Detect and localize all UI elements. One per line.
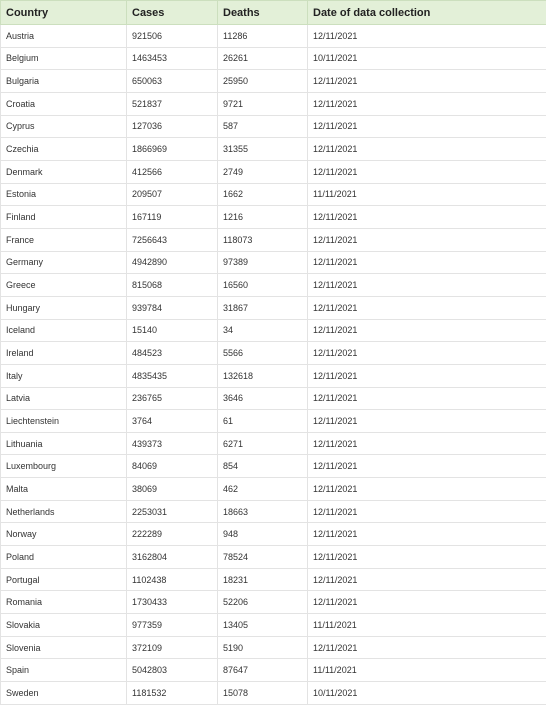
cell-date: 12/11/2021 (308, 92, 546, 115)
cell-date: 12/11/2021 (308, 523, 546, 546)
cell-date: 12/11/2021 (308, 251, 546, 274)
cell-deaths: 11286 (218, 25, 308, 48)
cell-country: Croatia (1, 92, 127, 115)
cell-date: 12/11/2021 (308, 478, 546, 501)
cell-cases: 15140 (127, 319, 218, 342)
cell-deaths: 18231 (218, 568, 308, 591)
table-row (1, 500, 546, 523)
cell-deaths: 462 (218, 478, 308, 501)
table-row (1, 387, 546, 410)
cell-country: Spain (1, 659, 127, 682)
table-row (1, 636, 546, 659)
table-row (1, 682, 546, 705)
cell-cases: 921506 (127, 25, 218, 48)
cell-deaths: 16560 (218, 274, 308, 297)
table-row (1, 25, 546, 48)
cell-cases: 521837 (127, 92, 218, 115)
cell-deaths: 587 (218, 115, 308, 138)
cell-date: 12/11/2021 (308, 410, 546, 433)
header-row (1, 1, 546, 25)
cell-country: Malta (1, 478, 127, 501)
cell-country: Slovenia (1, 636, 127, 659)
cell-cases: 236765 (127, 387, 218, 410)
table-row (1, 92, 546, 115)
cell-cases: 650063 (127, 70, 218, 93)
table-row (1, 659, 546, 682)
cell-cases: 7256643 (127, 228, 218, 251)
cell-deaths: 87647 (218, 659, 308, 682)
cell-cases: 1463453 (127, 47, 218, 70)
table-row (1, 183, 546, 206)
cell-deaths: 61 (218, 410, 308, 433)
table-row (1, 138, 546, 161)
cell-date: 11/11/2021 (308, 614, 546, 637)
header-country[interactable]: Country (1, 1, 127, 25)
cell-cases: 5042803 (127, 659, 218, 682)
cell-country: Iceland (1, 319, 127, 342)
cell-country: Sweden (1, 682, 127, 705)
table-row (1, 591, 546, 614)
cell-deaths: 31355 (218, 138, 308, 161)
cell-date: 12/11/2021 (308, 500, 546, 523)
cell-date: 10/11/2021 (308, 47, 546, 70)
cell-date: 12/11/2021 (308, 296, 546, 319)
cell-cases: 38069 (127, 478, 218, 501)
cell-date: 12/11/2021 (308, 387, 546, 410)
cell-cases: 439373 (127, 432, 218, 455)
cell-date: 12/11/2021 (308, 568, 546, 591)
cell-deaths: 5566 (218, 342, 308, 365)
header-date[interactable]: Date of data collection (308, 1, 546, 25)
cell-cases: 3162804 (127, 546, 218, 569)
cell-deaths: 26261 (218, 47, 308, 70)
cell-deaths: 52206 (218, 591, 308, 614)
cell-cases: 412566 (127, 160, 218, 183)
table-row (1, 478, 546, 501)
cell-cases: 1730433 (127, 591, 218, 614)
table-row (1, 342, 546, 365)
cell-deaths: 15078 (218, 682, 308, 705)
table-row (1, 546, 546, 569)
table-row (1, 251, 546, 274)
cell-deaths: 13405 (218, 614, 308, 637)
cell-deaths: 854 (218, 455, 308, 478)
table-row (1, 274, 546, 297)
table-row (1, 364, 546, 387)
cell-country: Norway (1, 523, 127, 546)
cell-country: Greece (1, 274, 127, 297)
cell-country: Italy (1, 364, 127, 387)
table-header (1, 1, 546, 25)
table-row (1, 70, 546, 93)
table-row (1, 160, 546, 183)
cell-deaths: 1662 (218, 183, 308, 206)
header-deaths[interactable]: Deaths (218, 1, 308, 25)
cell-deaths: 78524 (218, 546, 308, 569)
cell-cases: 1102438 (127, 568, 218, 591)
cell-deaths: 3646 (218, 387, 308, 410)
table-row (1, 115, 546, 138)
cell-deaths: 25950 (218, 70, 308, 93)
table-row (1, 319, 546, 342)
cell-country: Luxembourg (1, 455, 127, 478)
cell-cases: 2253031 (127, 500, 218, 523)
cell-cases: 167119 (127, 206, 218, 229)
cell-country: Czechia (1, 138, 127, 161)
cell-country: Belgium (1, 47, 127, 70)
cell-deaths: 5190 (218, 636, 308, 659)
cell-cases: 222289 (127, 523, 218, 546)
table-row (1, 228, 546, 251)
table-row (1, 47, 546, 70)
cell-cases: 977359 (127, 614, 218, 637)
cell-date: 12/11/2021 (308, 228, 546, 251)
table-row (1, 523, 546, 546)
cell-country: Austria (1, 25, 127, 48)
cell-country: Portugal (1, 568, 127, 591)
cell-cases: 1866969 (127, 138, 218, 161)
cell-date: 12/11/2021 (308, 274, 546, 297)
cell-country: Denmark (1, 160, 127, 183)
cell-deaths: 97389 (218, 251, 308, 274)
cell-country: Cyprus (1, 115, 127, 138)
cell-deaths: 2749 (218, 160, 308, 183)
table-body (1, 25, 546, 705)
cell-country: Poland (1, 546, 127, 569)
cell-date: 12/11/2021 (308, 364, 546, 387)
cell-country: Netherlands (1, 500, 127, 523)
cell-date: 12/11/2021 (308, 115, 546, 138)
table-row (1, 432, 546, 455)
cell-date: 12/11/2021 (308, 342, 546, 365)
cell-country: Bulgaria (1, 70, 127, 93)
cell-country: Germany (1, 251, 127, 274)
cell-cases: 127036 (127, 115, 218, 138)
cell-date: 12/11/2021 (308, 546, 546, 569)
cell-date: 11/11/2021 (308, 659, 546, 682)
cell-date: 12/11/2021 (308, 432, 546, 455)
cell-date: 12/11/2021 (308, 206, 546, 229)
cell-date: 12/11/2021 (308, 591, 546, 614)
cell-date: 12/11/2021 (308, 636, 546, 659)
cell-deaths: 132618 (218, 364, 308, 387)
cell-country: Estonia (1, 183, 127, 206)
table-row (1, 614, 546, 637)
cell-country: Finland (1, 206, 127, 229)
cell-country: Slovakia (1, 614, 127, 637)
cell-country: Liechtenstein (1, 410, 127, 433)
cell-date: 12/11/2021 (308, 25, 546, 48)
cell-deaths: 18663 (218, 500, 308, 523)
table-row (1, 410, 546, 433)
cell-cases: 372109 (127, 636, 218, 659)
cell-cases: 484523 (127, 342, 218, 365)
cell-date: 12/11/2021 (308, 319, 546, 342)
cell-country: Latvia (1, 387, 127, 410)
cell-deaths: 9721 (218, 92, 308, 115)
cell-date: 11/11/2021 (308, 183, 546, 206)
cell-deaths: 31867 (218, 296, 308, 319)
cell-cases: 4835435 (127, 364, 218, 387)
cell-date: 10/11/2021 (308, 682, 546, 705)
cell-cases: 209507 (127, 183, 218, 206)
table-row (1, 296, 546, 319)
cell-country: Lithuania (1, 432, 127, 455)
table-row (1, 455, 546, 478)
cell-cases: 939784 (127, 296, 218, 319)
cell-cases: 4942890 (127, 251, 218, 274)
cell-cases: 84069 (127, 455, 218, 478)
cell-date: 12/11/2021 (308, 138, 546, 161)
cell-country: Hungary (1, 296, 127, 319)
cell-deaths: 6271 (218, 432, 308, 455)
table-row (1, 206, 546, 229)
cell-cases: 1181532 (127, 682, 218, 705)
header-cases[interactable]: Cases (127, 1, 218, 25)
table-row (1, 568, 546, 591)
cell-cases: 3764 (127, 410, 218, 433)
cell-deaths: 34 (218, 319, 308, 342)
cell-country: France (1, 228, 127, 251)
cell-date: 12/11/2021 (308, 160, 546, 183)
cell-cases: 815068 (127, 274, 218, 297)
cell-date: 12/11/2021 (308, 70, 546, 93)
cell-deaths: 118073 (218, 228, 308, 251)
cell-date: 12/11/2021 (308, 455, 546, 478)
cell-country: Ireland (1, 342, 127, 365)
cell-deaths: 1216 (218, 206, 308, 229)
cell-country: Romania (1, 591, 127, 614)
cell-deaths: 948 (218, 523, 308, 546)
